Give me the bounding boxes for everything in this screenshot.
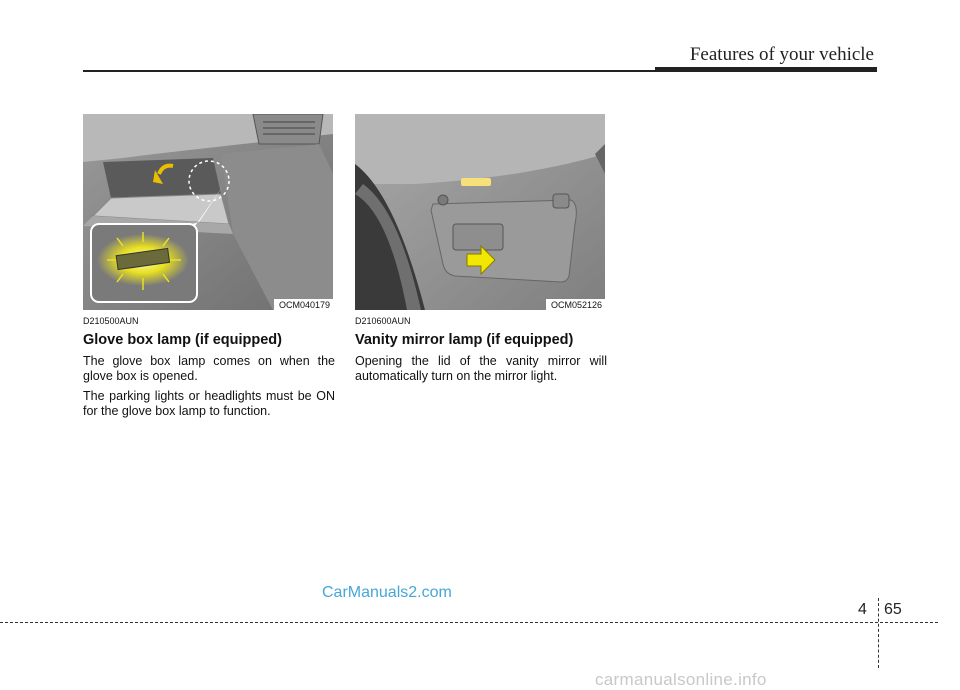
- section-code: D210500AUN: [83, 316, 139, 326]
- footer-rule: [0, 622, 938, 623]
- glove-box-figure: [83, 114, 333, 310]
- watermark-link[interactable]: CarManuals2.com: [322, 584, 452, 601]
- page-header-title: Features of your vehicle: [689, 44, 874, 65]
- section-code: D210600AUN: [355, 316, 411, 326]
- header-rule-accent: [655, 67, 877, 72]
- vanity-mirror-lamp-illustration: [355, 114, 605, 310]
- footer-divider: [878, 598, 879, 668]
- section-paragraph: The glove box lamp comes on when the glove box is opened.: [83, 354, 335, 383]
- page-number: 65: [884, 601, 902, 618]
- glove-box-lamp-section: [83, 316, 335, 424]
- section-title: Vanity mirror lamp (if equipped): [355, 332, 574, 348]
- header-rule: [83, 70, 655, 72]
- site-watermark: carmanualsonline.info: [595, 670, 767, 689]
- vanity-mirror-lamp-section: [355, 316, 607, 389]
- section-paragraph: Opening the lid of the vanity mirror will automatically turn on the mirror light.: [355, 354, 607, 383]
- figure-code: OCM052126: [546, 299, 605, 310]
- chapter-number: 4: [858, 601, 867, 618]
- vanity-mirror-figure: [355, 114, 605, 310]
- section-title: Glove box lamp (if equipped): [83, 332, 282, 348]
- glove-box-lamp-illustration: [83, 114, 333, 310]
- section-paragraph: The parking lights or headlights must be ON for the glove box lamp to function.: [83, 389, 335, 418]
- figure-code: OCM040179: [274, 299, 333, 310]
